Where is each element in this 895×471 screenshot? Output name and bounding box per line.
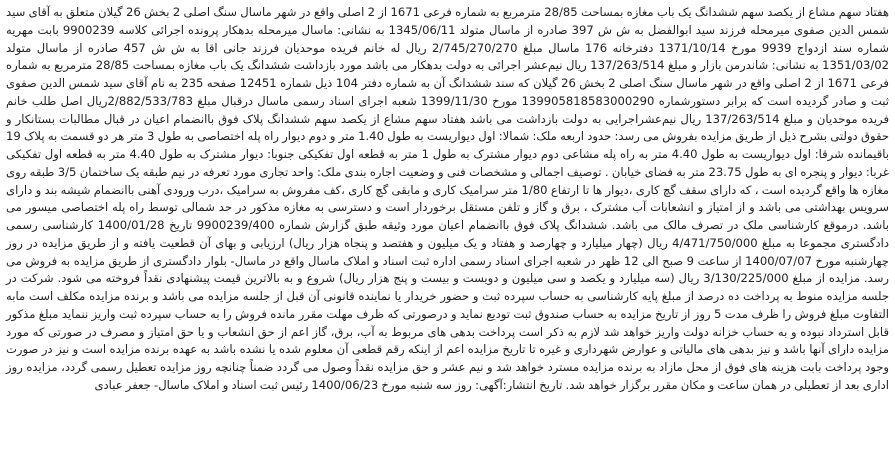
- auction-notice-text: هفتاد سهم مشاع از یکصد سهم ششدانگ یک باب مغازه بمساحت 28/85 مترمربع به شماره فرعی 1671 از 2 اصلی واقع در شهر ماسال سنگ اصلی 2 بخش 26 گیلان متعلق به آقای سید شمس الدین صفوی میرمحله فرزند سید ابوالفضل به ش ش 397 صادره از ماسال متولد 1345/06/11 به نشانی: ماسال میرمحله بدهکار پرونده اجرائی کلاسه 9900239 بابت مهریه شماره سند ازدواج 9939 مورخ 1371/10/14 دفترخانه 176 ماسال مبلغ 2/745/270/270 ریال له خانم فریده موحدیان فرزند جانی اقا به ش ش 457 صادره از ماسال متولد 1351/03/02 به نشانی: شاندرمن بازار و مبلغ 137/263/514 ریال نیم‌عشر اجرائی به دولت بدهکار می باشد مورد بازداشت ششدانگ یک باب مغازه بمساحت 28/85 مترمربع به شماره فرعی 1671 از 2 اصلی واقع در شهر ماسال سنگ اصلی 2 بخش 26 گیلان که سند ششدانگ آن به شماره دفتر 104 ذیل شماره 12451 صفحه 235 به نام آقای سید شمس الدین صفوی ثبت و صادر گردیده است که برابر دستورشماره 139905818583000290 مورخ 1399/11/30 شعبه اجرای اسناد رسمی ماسال درقبال مبلغ 2/882/533/783ریال اصل طلب خانم فریده موحدیان و مبلغ 137/263/514 ریال نیم‌عشراجرایی به دولت بازداشت می باشد هفتاد سهم مشاع از یکصد سهم ششدانگ پلاک فوق باانضمام اعیان در قبال مطالبات بستانکار و حقوق دولتی بشرح ذیل از طریق مزایده بفروش می رسد: حدود اربعه ملک: شمالا: اول دیواریست به طول 1.40 متر و دوم دیوار راه پله اختصاصی به طول 3 متر هر دو قسمت به پلاک 19 باقیمانده شرقا: اول دیواریست به طول 4.40 متر به راه پله مشاعی دوم دیوار مشترک به طول 1 متر به قطعه اول تفکیکی جنوبا: دیوار مشترک به طول 4.40 متر به قطعه اول تفکیکی غربا: دیوار و پنجره ای به طول 23.75 متر به فضای خیابان . توصیف اجمالی و مشخصات فنی و وضعیت اجاره بندی ملک: واحد تجاری مورد تعرفه در نیم طبقه یک ساختمان 3/5 طبقه روی مغازه ها واقع گردیده است ، که دارای سقف گچ کاری ،دیوار ها تا ارتفاع 1/80 متر سرامیک کاری و مابقی گچ کاری ،کف مفروش به سرامیک ،درب ورودی آهنی باانضمام شیشه بند و دارای سرویس بهداشتی می باشد و از امتیاز و انشعابات آب مشترک ، برق و گاز و تلفن مستقل برخوردار است و دسترسی به مغازه مذکور در حد شمالی توسط راه پله اختصاصی میسور می باشد. درموقع کارشناسی ملک در تصرف مالک می باشد. ششدانگ پلاک فوق باانضمام اعیان مورد وثیقه طبق گزارش شماره 9900239/400 تاریخ 1400/01/28 کارشناسی رسمی دادگستری مجموعا به مبلغ 4/471/750/000 ریال (چهار میلیارد و چهارصد و هفتاد و یک میلیون و هفتصد و پنجاه هزار ریال) ارزیابی و بهای آن قطعیت یافته و از طریق مزایده در روز چهارشنبه مورخ 1400/07/07 از ساعت 9 صبح الی 12 ظهر در شعبه اجرای اسناد رسمی اداره ثبت اسناد و املاک ماسال واقع در ماسال- بلوار دادگستری از طریق مزایده به فروش می رسد. مزایده از مبلغ 3/130/225/000 ریال (سه میلیارد و یکصد و سی میلیون و دویست و بیست و پنج هزار ریال) شروع و به بالاترین قیمت پیشنهادی نقداً فروخته می شود. شرکت در جلسه مزایده منوط به پرداخت ده درصد از مبلغ پایه کارشناسی به حساب سپرده ثبت و حضور خریدار یا نماینده قانونی آن قبل از جلسه مزایده می باشد و برنده مزایده مکلف است مابه التفاوت مبلغ فروش را ظرف مدت 5 روز از تاریخ مزایده به حساب صندوق ثبت تودیع نماید و درصورتی که ظرف مهلت مقرر مانده فروش را به حساب سپرده ثبت واریز ننماید مبلغ مذکور قابل استرداد نبوده و به حساب خزانه دولت واریز خواهد شد لازم به ذکر است پرداخت بدهی های مربوط به آب، برق، گاز اعم از حق انشعاب و یا حق امتیاز و مصرف در صورتی که مورد مزایده دارای آنها باشد و نیز بدهی های مالیاتی و عوارض شهرداری و غیره تا تاریخ مزایده اعم از اینکه رقم قطعی آن معلوم شده یا نشده باشد به عهده برنده مزایده است و نیز در صورت وجود پرداخت بابت هزینه های فوق از محل مازاد به برنده مزایده مسترد خواهد شد و نیم عشر و حق مزایده نقداً وصول می گردد ضمناً چنانچه روز مزایده تعطیل رسمی گردد، مزایده روز اداری بعد از تعطیلی در همان ساعت و مکان مقرر برگزار خواهد شد. تاریخ انتشار:آگهی: روز سه شنبه مورخ 1400/06/23 رئیس ثبت اسناد و املاک ماسال- جعفر عبادی: [6, 5, 890, 392]
